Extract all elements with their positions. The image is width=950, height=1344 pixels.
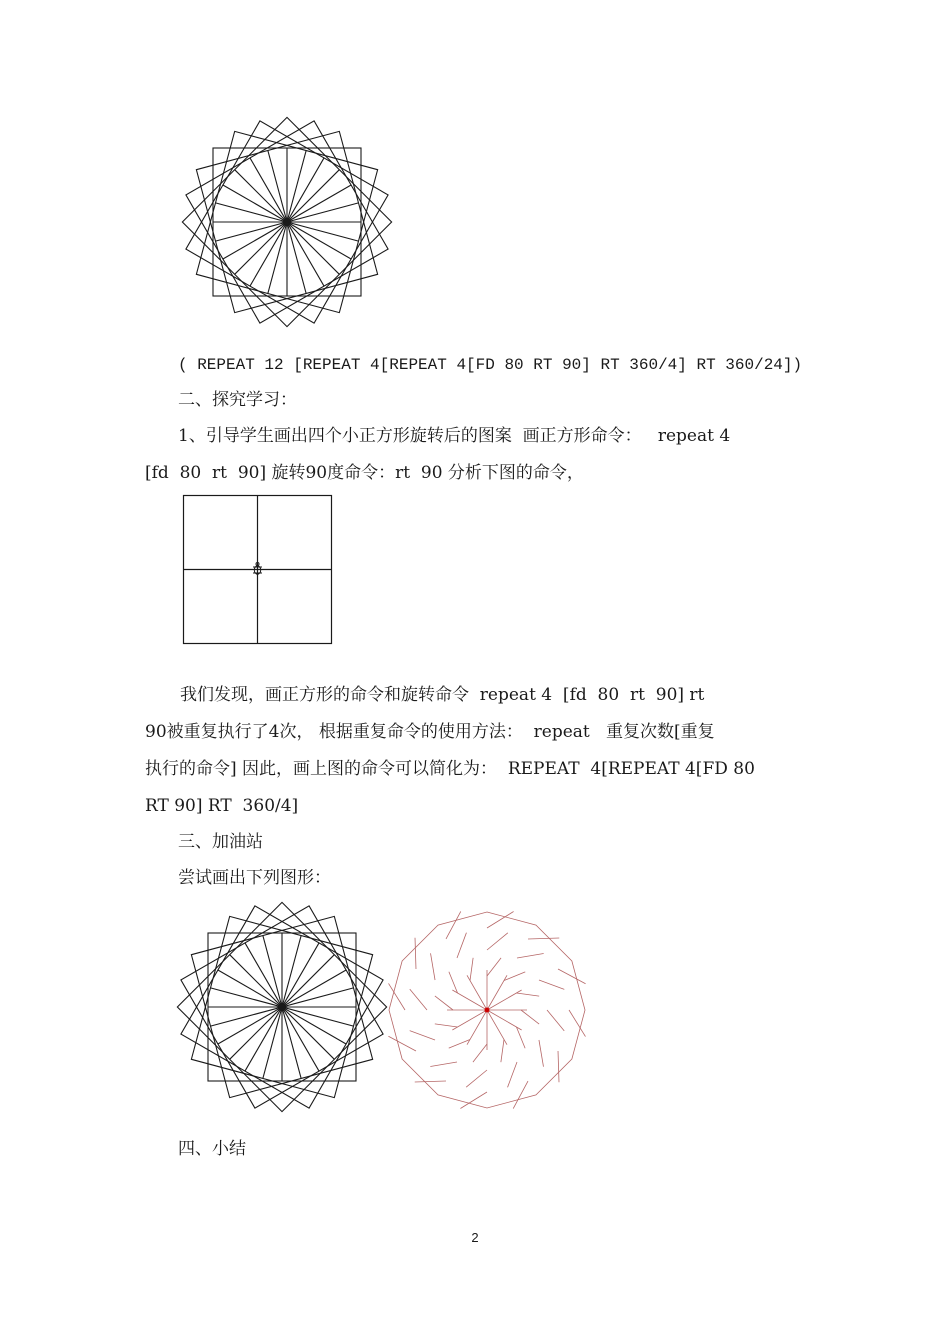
- paragraph-1-line-1: 1、引导学生画出四个小正方形旋转后的图案 画正方形命令： repeat 4: [178, 426, 731, 446]
- section-heading-summary: 四、小结: [178, 1139, 246, 1159]
- section-heading-explore: 二、探究学习：: [178, 390, 297, 410]
- paragraph-2-line-4: RT 90] RT 360/4]: [145, 796, 299, 816]
- paragraph-1-line-2: [fd 80 rt 90] 旋转90度命令：rt 90 分析下图的命令，: [145, 463, 584, 483]
- repeat-code-line: ( REPEAT 12 [REPEAT 4[REPEAT 4[FD 80 RT 90] RT 360/4] RT 360/24]): [178, 356, 803, 374]
- try-drawing-text: 尝试画出下列图形：: [178, 868, 331, 888]
- page-number: 2: [471, 1230, 479, 1245]
- paragraph-2-line-1: 我们发现，画正方形的命令和旋转命令 repeat 4 [fd 80 rt 90] rt: [180, 685, 705, 705]
- rotated-squares-figure-top: [175, 110, 400, 335]
- rotated-squares-figure-bottom: [170, 895, 395, 1120]
- section-heading-refuel: 三、加油站: [178, 832, 263, 852]
- four-squares-figure: [182, 494, 334, 646]
- paragraph-2-line-3: 执行的命令] 因此，画上图的命令可以简化为： REPEAT 4[REPEAT 4[FD 80: [145, 759, 755, 779]
- rosette-figure: [385, 908, 590, 1113]
- paragraph-2-line-2: 90被重复执行了4次， 根据重复命令的使用方法： repeat 重复次数[重复: [145, 722, 715, 742]
